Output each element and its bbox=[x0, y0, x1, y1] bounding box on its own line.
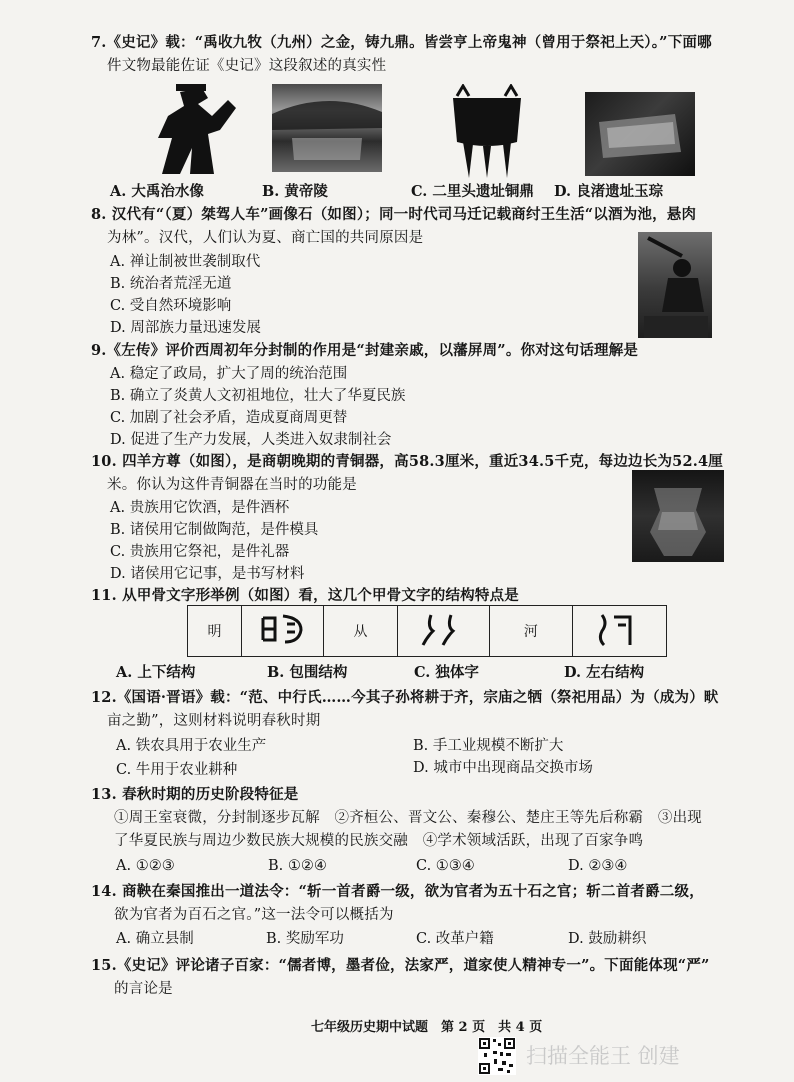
q11-option-d[interactable]: D. 左右结构 bbox=[564, 664, 645, 681]
oracle-glyph-cong bbox=[397, 606, 489, 657]
q11-stem-line1: 11. 从甲骨文字形举例（如图）看，这几个甲骨文字的结构特点是 bbox=[91, 587, 519, 604]
q11-option-b[interactable]: B. 包围结构 bbox=[267, 664, 348, 681]
q11-option-a[interactable]: A. 上下结构 bbox=[116, 664, 196, 681]
q7-option-a[interactable]: A. 大禹治水像 bbox=[110, 183, 204, 200]
q12-option-b[interactable]: B. 手工业规模不断扩大 bbox=[413, 738, 564, 754]
q12-option-d[interactable]: D. 城市中出现商品交换市场 bbox=[413, 760, 593, 776]
huangdi-mausoleum-image bbox=[272, 84, 382, 172]
q8-stem-line2: 为林”。汉代，人们认为夏、商亡国的共同原因是 bbox=[107, 230, 424, 246]
oracle-glyph-he bbox=[573, 606, 667, 657]
q7-stem-line2: 件文物最能佐证《史记》这段叙述的真实性 bbox=[107, 58, 387, 74]
q15-stem-line2: 的言论是 bbox=[114, 981, 173, 997]
q14-stem-line1: 14. 商鞅在秦国推出一道法令：“斩一首者爵一级，欲为官者为五十石之官；斩二首者爵二级， bbox=[91, 883, 704, 900]
q13-stem-line2: ①周王室衰微，分封制逐步瓦解 ②齐桓公、晋文公、秦穆公、楚庄王等先后称霸 ③出现 bbox=[114, 810, 702, 826]
q9-option-b[interactable]: B. 确立了炎黄人文初祖地位，壮大了华夏民族 bbox=[110, 388, 406, 404]
qr-code-icon bbox=[478, 1037, 516, 1075]
q7-option-d[interactable]: D. 良渚遗址玉琮 bbox=[554, 183, 664, 200]
q12-stem-line1: 12.《国语·晋语》载：“范、中行氏……今其子孙将耕于齐，宗庙之牺（祭祀用品）为（成为）畎 bbox=[91, 689, 719, 706]
liangzhu-jade-cong-image bbox=[585, 92, 695, 176]
q13-option-d[interactable]: D. ②③④ bbox=[568, 858, 628, 874]
q10-option-c[interactable]: C. 贵族用它祭祀，是件礼器 bbox=[110, 544, 290, 560]
q8-stem-line1: 8. 汉代有“（夏）桀驾人车”画像石（如图）；同一时代司马迁记载商纣王生活“以酒为池，悬肉 bbox=[91, 206, 697, 223]
oracle-cong-glyph-icon bbox=[417, 611, 469, 647]
q7-option-b[interactable]: B. 黄帝陵 bbox=[262, 183, 328, 200]
oracle-char-label-he: 河 bbox=[489, 606, 572, 657]
oracle-glyph-ming bbox=[242, 606, 324, 657]
q9-stem-line1: 9.《左传》评价西周初年分封制的作用是“封建亲戚，以藩屏周”。你对这句话理解是 bbox=[91, 342, 639, 359]
dayu-statue-image bbox=[150, 78, 242, 176]
four-ram-square-zun-image bbox=[632, 470, 724, 562]
q7-stem-line1: 7.《史记》载：“禹收九牧（九州）之金，铸九鼎。皆尝亨上帝鬼神（曾用于祭祀上天）。”下面哪 bbox=[91, 34, 712, 51]
q10-stem-line2: 米。你认为这件青铜器在当时的功能是 bbox=[107, 477, 357, 493]
q13-stem-line1: 13. 春秋时期的历史阶段特征是 bbox=[91, 786, 299, 803]
q13-option-c[interactable]: C. ①③④ bbox=[416, 858, 475, 874]
oracle-ming-glyph-icon bbox=[257, 612, 309, 646]
page-footer: 七年级历史期中试题 第 2 页 共 4 页 bbox=[311, 1020, 543, 1035]
q13-option-b[interactable]: B. ①②④ bbox=[268, 858, 327, 874]
q14-option-d[interactable]: D. 鼓励耕织 bbox=[568, 931, 647, 947]
q10-option-a[interactable]: A. 贵族用它饮酒，是件酒杯 bbox=[110, 500, 290, 516]
q12-option-a[interactable]: A. 铁农具用于农业生产 bbox=[116, 738, 267, 754]
q15-stem-line1: 15.《史记》评论诸子百家：“儒者博，墨者俭，法家严，道家使人精神专一”。下面能体现“严” bbox=[91, 957, 710, 974]
q7-option-c[interactable]: C. 二里头遗址铜鼎 bbox=[411, 183, 534, 200]
q12-stem-line2: 亩之勤”，这则材料说明春秋时期 bbox=[107, 713, 321, 729]
q12-option-c[interactable]: C. 牛用于农业耕种 bbox=[116, 762, 238, 778]
q9-option-a[interactable]: A. 稳定了政局，扩大了周的统治范围 bbox=[110, 366, 348, 382]
oracle-bone-script-table bbox=[187, 605, 667, 657]
oracle-char-label-ming: 明 bbox=[188, 606, 242, 657]
oracle-he-glyph-icon bbox=[594, 611, 646, 647]
q14-option-c[interactable]: C. 改革户籍 bbox=[416, 931, 494, 947]
q14-option-b[interactable]: B. 奖励军功 bbox=[266, 931, 344, 947]
q13-option-a[interactable]: A. ①②③ bbox=[116, 858, 175, 874]
camscanner-watermark: 扫描全能王 创建 bbox=[526, 1044, 680, 1068]
oracle-char-label-cong: 从 bbox=[324, 606, 398, 657]
q8-option-a[interactable]: A. 禅让制被世袭制取代 bbox=[110, 254, 261, 270]
erlitou-bronze-ding-image bbox=[447, 84, 527, 180]
q10-option-d[interactable]: D. 诸侯用它记事，是书写材料 bbox=[110, 566, 305, 582]
q13-stem-line3: 了华夏民族与周边少数民族大规模的民族交融 ④学术领域活跃，出现了百家争鸣 bbox=[114, 833, 644, 849]
q14-stem-line2: 欲为官者为百石之官。”这一法令可以概括为 bbox=[114, 907, 394, 923]
q10-stem-line1: 10. 四羊方尊（如图），是商朝晚期的青铜器，高58.3厘米，重近34.5千克，每边边长为52.4厘 bbox=[91, 453, 723, 470]
q10-option-b[interactable]: B. 诸侯用它制做陶范，是件模具 bbox=[110, 522, 319, 538]
q11-option-c[interactable]: C. 独体字 bbox=[414, 664, 479, 681]
q14-option-a[interactable]: A. 确立县制 bbox=[116, 931, 194, 947]
q9-option-d[interactable]: D. 促进了生产力发展，人类进入奴隶制社会 bbox=[110, 432, 392, 448]
q9-option-c[interactable]: C. 加剧了社会矛盾，造成夏商周更替 bbox=[110, 410, 348, 426]
q8-option-d[interactable]: D. 周部族力量迅速发展 bbox=[110, 320, 261, 336]
q8-option-b[interactable]: B. 统治者荒淫无道 bbox=[110, 276, 232, 292]
q8-option-c[interactable]: C. 受自然环境影响 bbox=[110, 298, 232, 314]
jie-chariot-relief-image bbox=[638, 232, 712, 338]
